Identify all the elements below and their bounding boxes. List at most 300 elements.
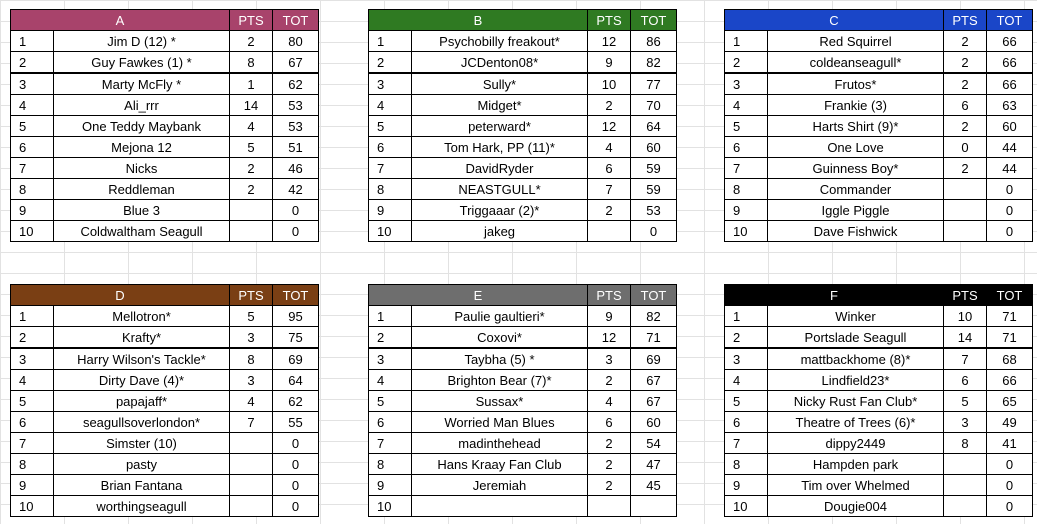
total-cell[interactable]: 53 xyxy=(273,116,319,137)
points-cell[interactable]: 2 xyxy=(944,31,987,52)
player-name-cell[interactable]: Midget* xyxy=(412,95,588,116)
position-cell[interactable]: 10 xyxy=(725,496,768,517)
position-cell[interactable]: 6 xyxy=(11,137,54,158)
total-cell[interactable]: 63 xyxy=(987,95,1033,116)
points-cell[interactable]: 2 xyxy=(944,116,987,137)
total-cell[interactable]: 66 xyxy=(987,31,1033,52)
points-cell[interactable]: 2 xyxy=(588,475,631,496)
player-name-cell[interactable]: Harts Shirt (9)* xyxy=(768,116,944,137)
tot-header[interactable]: TOT xyxy=(987,285,1033,306)
player-name-cell[interactable]: Guinness Boy* xyxy=(768,158,944,179)
position-cell[interactable]: 4 xyxy=(725,370,768,391)
total-cell[interactable]: 65 xyxy=(987,391,1033,412)
group-name-header[interactable]: B xyxy=(369,10,588,31)
total-cell[interactable]: 0 xyxy=(273,454,319,475)
tot-header[interactable]: TOT xyxy=(987,10,1033,31)
position-cell[interactable]: 4 xyxy=(369,95,412,116)
table-row xyxy=(725,433,1033,454)
player-name-cell[interactable]: Theatre of Trees (6)* xyxy=(768,412,944,433)
table-row xyxy=(369,221,677,242)
player-name-cell[interactable]: Dirty Dave (4)* xyxy=(54,370,230,391)
total-cell[interactable] xyxy=(631,496,677,517)
player-name-cell[interactable]: Sussax* xyxy=(412,391,588,412)
player-name-cell[interactable]: Ali_rrr xyxy=(54,95,230,116)
player-name-cell[interactable]: worthingseagull xyxy=(54,496,230,517)
position-cell[interactable]: 6 xyxy=(369,412,412,433)
points-cell[interactable]: 3 xyxy=(230,327,273,349)
points-cell[interactable]: 7 xyxy=(230,412,273,433)
total-cell[interactable]: 68 xyxy=(987,348,1033,370)
points-cell[interactable]: 6 xyxy=(588,158,631,179)
points-cell[interactable]: 2 xyxy=(944,73,987,95)
total-cell[interactable]: 80 xyxy=(273,31,319,52)
points-cell[interactable] xyxy=(230,475,273,496)
position-cell[interactable]: 10 xyxy=(11,496,54,517)
player-name-cell[interactable]: Hans Kraay Fan Club xyxy=(412,454,588,475)
points-cell[interactable]: 14 xyxy=(230,95,273,116)
points-cell[interactable]: 9 xyxy=(588,306,631,327)
position-cell[interactable]: 3 xyxy=(725,348,768,370)
points-cell[interactable] xyxy=(944,454,987,475)
player-name-cell[interactable]: Hampden park xyxy=(768,454,944,475)
group-name-header[interactable]: E xyxy=(369,285,588,306)
position-cell[interactable]: 8 xyxy=(725,179,768,200)
player-name-cell[interactable]: One Love xyxy=(768,137,944,158)
position-cell[interactable]: 1 xyxy=(725,31,768,52)
total-cell[interactable]: 70 xyxy=(631,95,677,116)
total-cell[interactable]: 64 xyxy=(631,116,677,137)
total-cell[interactable]: 71 xyxy=(631,327,677,349)
points-cell[interactable]: 2 xyxy=(588,433,631,454)
position-cell[interactable]: 3 xyxy=(11,348,54,370)
points-cell[interactable]: 2 xyxy=(944,158,987,179)
player-name-cell[interactable]: Marty McFly * xyxy=(54,73,230,95)
total-cell[interactable]: 59 xyxy=(631,158,677,179)
total-cell[interactable]: 0 xyxy=(987,496,1033,517)
player-name-cell[interactable]: Commander xyxy=(768,179,944,200)
player-name-cell[interactable]: Tim over Whelmed xyxy=(768,475,944,496)
position-cell[interactable]: 2 xyxy=(369,327,412,349)
total-cell[interactable]: 67 xyxy=(273,52,319,74)
total-cell[interactable]: 0 xyxy=(273,221,319,242)
table-row xyxy=(369,73,677,95)
total-cell[interactable]: 0 xyxy=(987,179,1033,200)
pts-header[interactable]: PTS xyxy=(230,285,273,306)
position-cell[interactable]: 9 xyxy=(11,475,54,496)
position-cell[interactable]: 3 xyxy=(725,73,768,95)
tot-header[interactable]: TOT xyxy=(273,10,319,31)
table-row xyxy=(369,433,677,454)
points-cell[interactable]: 3 xyxy=(230,370,273,391)
points-cell[interactable]: 6 xyxy=(944,95,987,116)
position-cell[interactable]: 5 xyxy=(369,391,412,412)
table-row xyxy=(725,475,1033,496)
group-header-row xyxy=(725,10,1033,31)
points-cell[interactable]: 6 xyxy=(944,370,987,391)
pts-header[interactable]: PTS xyxy=(944,285,987,306)
group-table-c xyxy=(724,9,1033,242)
group-header-row xyxy=(369,10,677,31)
player-name-cell[interactable]: NEASTGULL* xyxy=(412,179,588,200)
points-cell[interactable] xyxy=(230,454,273,475)
total-cell[interactable]: 59 xyxy=(631,179,677,200)
total-cell[interactable]: 0 xyxy=(987,475,1033,496)
table-row xyxy=(369,391,677,412)
points-cell[interactable] xyxy=(944,496,987,517)
table-row xyxy=(11,179,319,200)
position-cell[interactable]: 10 xyxy=(11,221,54,242)
total-cell[interactable]: 46 xyxy=(273,158,319,179)
pts-header[interactable]: PTS xyxy=(588,285,631,306)
total-cell[interactable]: 71 xyxy=(987,306,1033,327)
table-row xyxy=(11,475,319,496)
position-cell[interactable]: 10 xyxy=(369,221,412,242)
total-cell[interactable]: 45 xyxy=(631,475,677,496)
table-row xyxy=(11,412,319,433)
points-cell[interactable]: 2 xyxy=(588,454,631,475)
player-name-cell[interactable]: Harry Wilson's Tackle* xyxy=(54,348,230,370)
position-cell[interactable]: 4 xyxy=(369,370,412,391)
player-name-cell[interactable]: madinthehead xyxy=(412,433,588,454)
total-cell[interactable]: 60 xyxy=(631,412,677,433)
points-cell[interactable]: 8 xyxy=(944,433,987,454)
points-cell[interactable]: 4 xyxy=(230,116,273,137)
player-name-cell[interactable]: Coldwaltham Seagull xyxy=(54,221,230,242)
player-name-cell[interactable]: Dougie004 xyxy=(768,496,944,517)
player-name-cell[interactable]: Guy Fawkes (1) * xyxy=(54,52,230,74)
position-cell[interactable]: 9 xyxy=(369,200,412,221)
position-cell[interactable]: 8 xyxy=(369,179,412,200)
points-cell[interactable]: 4 xyxy=(230,391,273,412)
group-name-header[interactable]: D xyxy=(11,285,230,306)
position-cell[interactable]: 6 xyxy=(725,137,768,158)
points-cell[interactable]: 7 xyxy=(588,179,631,200)
points-cell[interactable]: 12 xyxy=(588,31,631,52)
player-name-cell[interactable]: Simster (10) xyxy=(54,433,230,454)
position-cell[interactable]: 3 xyxy=(11,73,54,95)
table-row xyxy=(369,52,677,74)
points-cell[interactable]: 4 xyxy=(588,137,631,158)
total-cell[interactable]: 75 xyxy=(273,327,319,349)
player-name-cell[interactable]: Iggle Piggle xyxy=(768,200,944,221)
table-row xyxy=(369,200,677,221)
table-row xyxy=(11,73,319,95)
table-row xyxy=(11,306,319,327)
total-cell[interactable]: 67 xyxy=(631,391,677,412)
player-name-cell[interactable]: mattbackhome (8)* xyxy=(768,348,944,370)
total-cell[interactable]: 67 xyxy=(631,370,677,391)
position-cell[interactable]: 2 xyxy=(369,52,412,74)
player-name-cell[interactable]: Taybha (5) * xyxy=(412,348,588,370)
table-row xyxy=(725,370,1033,391)
points-cell[interactable]: 5 xyxy=(230,137,273,158)
position-cell[interactable]: 3 xyxy=(369,348,412,370)
total-cell[interactable]: 60 xyxy=(987,116,1033,137)
position-cell[interactable]: 1 xyxy=(369,306,412,327)
total-cell[interactable]: 53 xyxy=(273,95,319,116)
total-cell[interactable]: 0 xyxy=(987,454,1033,475)
position-cell[interactable]: 9 xyxy=(725,475,768,496)
position-cell[interactable]: 2 xyxy=(725,327,768,349)
total-cell[interactable]: 69 xyxy=(631,348,677,370)
points-cell[interactable]: 10 xyxy=(588,73,631,95)
points-cell[interactable]: 4 xyxy=(588,391,631,412)
points-cell[interactable]: 5 xyxy=(944,391,987,412)
group-name-header[interactable]: C xyxy=(725,10,944,31)
points-cell[interactable]: 2 xyxy=(944,52,987,74)
points-cell[interactable] xyxy=(944,200,987,221)
table-row xyxy=(11,496,319,517)
player-name-cell[interactable]: Frankie (3) xyxy=(768,95,944,116)
points-cell[interactable]: 5 xyxy=(230,306,273,327)
position-cell[interactable]: 8 xyxy=(11,454,54,475)
table-row xyxy=(11,158,319,179)
position-cell[interactable]: 9 xyxy=(369,475,412,496)
player-name-cell[interactable]: Brighton Bear (7)* xyxy=(412,370,588,391)
player-name-cell[interactable]: Reddleman xyxy=(54,179,230,200)
player-name-cell[interactable]: Mejona 12 xyxy=(54,137,230,158)
total-cell[interactable]: 62 xyxy=(273,73,319,95)
tot-header[interactable]: TOT xyxy=(631,10,677,31)
points-cell[interactable]: 1 xyxy=(230,73,273,95)
total-cell[interactable]: 55 xyxy=(273,412,319,433)
position-cell[interactable]: 5 xyxy=(725,116,768,137)
position-cell[interactable]: 10 xyxy=(725,221,768,242)
player-name-cell[interactable]: Frutos* xyxy=(768,73,944,95)
group-name-header[interactable]: F xyxy=(725,285,944,306)
player-name-cell[interactable]: Worried Man Blues xyxy=(412,412,588,433)
player-name-cell[interactable]: peterward* xyxy=(412,116,588,137)
points-cell[interactable]: 2 xyxy=(588,200,631,221)
points-cell[interactable] xyxy=(588,221,631,242)
position-cell[interactable]: 3 xyxy=(369,73,412,95)
position-cell[interactable]: 5 xyxy=(11,391,54,412)
player-name-cell[interactable]: Triggaaar (2)* xyxy=(412,200,588,221)
player-name-cell[interactable]: Mellotron* xyxy=(54,306,230,327)
total-cell[interactable]: 0 xyxy=(273,496,319,517)
points-cell[interactable] xyxy=(944,221,987,242)
points-cell[interactable]: 14 xyxy=(944,327,987,349)
points-cell[interactable]: 2 xyxy=(230,31,273,52)
table-row xyxy=(11,116,319,137)
player-name-cell[interactable]: jakeg xyxy=(412,221,588,242)
points-cell[interactable]: 3 xyxy=(944,412,987,433)
player-name-cell[interactable]: pasty xyxy=(54,454,230,475)
table-row xyxy=(369,95,677,116)
total-cell[interactable]: 0 xyxy=(273,475,319,496)
table-row xyxy=(11,370,319,391)
position-cell[interactable]: 6 xyxy=(11,412,54,433)
points-cell[interactable] xyxy=(230,433,273,454)
player-name-cell[interactable]: Nicks xyxy=(54,158,230,179)
pts-header[interactable]: PTS xyxy=(944,10,987,31)
points-cell[interactable] xyxy=(944,475,987,496)
player-name-cell[interactable]: dippy2449 xyxy=(768,433,944,454)
table-row xyxy=(369,179,677,200)
total-cell[interactable]: 0 xyxy=(987,221,1033,242)
points-cell[interactable]: 2 xyxy=(230,179,273,200)
points-cell[interactable]: 12 xyxy=(588,327,631,349)
table-row xyxy=(725,179,1033,200)
player-name-cell[interactable]: Red Squirrel xyxy=(768,31,944,52)
pts-header[interactable]: PTS xyxy=(230,10,273,31)
total-cell[interactable]: 0 xyxy=(987,200,1033,221)
position-cell[interactable]: 1 xyxy=(369,31,412,52)
player-name-cell[interactable]: Paulie gaultieri* xyxy=(412,306,588,327)
position-cell[interactable]: 10 xyxy=(369,496,412,517)
player-name-cell[interactable]: Krafty* xyxy=(54,327,230,349)
total-cell[interactable]: 82 xyxy=(631,306,677,327)
points-cell[interactable]: 10 xyxy=(944,306,987,327)
total-cell[interactable]: 51 xyxy=(273,137,319,158)
total-cell[interactable]: 0 xyxy=(273,433,319,454)
position-cell[interactable]: 7 xyxy=(11,158,54,179)
position-cell[interactable]: 1 xyxy=(725,306,768,327)
position-cell[interactable]: 4 xyxy=(725,95,768,116)
position-cell[interactable]: 6 xyxy=(725,412,768,433)
tot-header[interactable]: TOT xyxy=(631,285,677,306)
total-cell[interactable]: 95 xyxy=(273,306,319,327)
total-cell[interactable]: 44 xyxy=(987,158,1033,179)
player-name-cell[interactable]: papajaff* xyxy=(54,391,230,412)
player-name-cell[interactable]: Winker xyxy=(768,306,944,327)
position-cell[interactable]: 5 xyxy=(11,116,54,137)
position-cell[interactable]: 1 xyxy=(11,31,54,52)
group-table-d xyxy=(10,284,319,517)
points-cell[interactable]: 7 xyxy=(944,348,987,370)
position-cell[interactable]: 7 xyxy=(11,433,54,454)
points-cell[interactable]: 0 xyxy=(944,137,987,158)
total-cell[interactable]: 66 xyxy=(987,52,1033,74)
position-cell[interactable]: 5 xyxy=(369,116,412,137)
points-cell[interactable]: 3 xyxy=(588,348,631,370)
table-row xyxy=(725,116,1033,137)
points-cell[interactable] xyxy=(230,221,273,242)
group-table-f xyxy=(724,284,1033,517)
points-cell[interactable] xyxy=(944,179,987,200)
group-name-header[interactable]: A xyxy=(11,10,230,31)
pts-header[interactable]: PTS xyxy=(588,10,631,31)
table-row xyxy=(725,52,1033,74)
points-cell[interactable]: 9 xyxy=(588,52,631,74)
position-cell[interactable]: 4 xyxy=(11,370,54,391)
total-cell[interactable]: 47 xyxy=(631,454,677,475)
table-row xyxy=(11,221,319,242)
tot-header[interactable]: TOT xyxy=(273,285,319,306)
table-row xyxy=(725,158,1033,179)
total-cell[interactable]: 86 xyxy=(631,31,677,52)
total-cell[interactable]: 53 xyxy=(631,200,677,221)
total-cell[interactable]: 66 xyxy=(987,73,1033,95)
position-cell[interactable]: 7 xyxy=(725,158,768,179)
total-cell[interactable]: 64 xyxy=(273,370,319,391)
player-name-cell[interactable]: Lindfield23* xyxy=(768,370,944,391)
position-cell[interactable]: 4 xyxy=(11,95,54,116)
points-cell[interactable]: 12 xyxy=(588,116,631,137)
group-header-row xyxy=(11,10,319,31)
player-name-cell[interactable]: Blue 3 xyxy=(54,200,230,221)
position-cell[interactable]: 2 xyxy=(725,52,768,74)
total-cell[interactable]: 49 xyxy=(987,412,1033,433)
points-cell[interactable] xyxy=(230,496,273,517)
table-row xyxy=(369,370,677,391)
player-name-cell[interactable]: JCDenton08* xyxy=(412,52,588,74)
player-name-cell[interactable]: Jim D (12) * xyxy=(54,31,230,52)
player-name-cell[interactable]: Sully* xyxy=(412,73,588,95)
player-name-cell[interactable]: Dave Fishwick xyxy=(768,221,944,242)
position-cell[interactable]: 1 xyxy=(11,306,54,327)
position-cell[interactable]: 8 xyxy=(369,454,412,475)
table-row xyxy=(725,327,1033,349)
player-name-cell[interactable]: Psychobilly freakout* xyxy=(412,31,588,52)
player-name-cell[interactable]: One Teddy Maybank xyxy=(54,116,230,137)
group-table-a xyxy=(10,9,319,242)
points-cell[interactable] xyxy=(230,200,273,221)
player-name-cell[interactable]: coldeanseagull* xyxy=(768,52,944,74)
player-name-cell[interactable] xyxy=(412,496,588,517)
table-row xyxy=(11,137,319,158)
position-cell[interactable]: 7 xyxy=(725,433,768,454)
total-cell[interactable]: 60 xyxy=(631,137,677,158)
player-name-cell[interactable]: seagullsoverlondon* xyxy=(54,412,230,433)
total-cell[interactable]: 0 xyxy=(273,200,319,221)
points-cell[interactable]: 6 xyxy=(588,412,631,433)
total-cell[interactable]: 62 xyxy=(273,391,319,412)
table-row xyxy=(369,31,677,52)
player-name-cell[interactable]: Jeremiah xyxy=(412,475,588,496)
position-cell[interactable]: 5 xyxy=(725,391,768,412)
position-cell[interactable]: 2 xyxy=(11,327,54,349)
total-cell[interactable]: 71 xyxy=(987,327,1033,349)
total-cell[interactable]: 66 xyxy=(987,370,1033,391)
total-cell[interactable]: 42 xyxy=(273,179,319,200)
table-row xyxy=(369,327,677,349)
position-cell[interactable]: 6 xyxy=(369,137,412,158)
total-cell[interactable]: 77 xyxy=(631,73,677,95)
position-cell[interactable]: 9 xyxy=(725,200,768,221)
points-cell[interactable]: 2 xyxy=(230,158,273,179)
total-cell[interactable]: 0 xyxy=(631,221,677,242)
table-row xyxy=(369,306,677,327)
player-name-cell[interactable]: Nicky Rust Fan Club* xyxy=(768,391,944,412)
position-cell[interactable]: 9 xyxy=(11,200,54,221)
player-name-cell[interactable]: Coxovi* xyxy=(412,327,588,349)
total-cell[interactable]: 54 xyxy=(631,433,677,454)
points-cell[interactable]: 8 xyxy=(230,52,273,74)
position-cell[interactable]: 8 xyxy=(725,454,768,475)
total-cell[interactable]: 69 xyxy=(273,348,319,370)
player-name-cell[interactable]: Portslade Seagull xyxy=(768,327,944,349)
table-row xyxy=(725,348,1033,370)
table-row xyxy=(725,391,1033,412)
points-cell[interactable]: 8 xyxy=(230,348,273,370)
position-cell[interactable]: 7 xyxy=(369,158,412,179)
points-cell[interactable]: 2 xyxy=(588,370,631,391)
player-name-cell[interactable]: Brian Fantana xyxy=(54,475,230,496)
points-cell[interactable]: 2 xyxy=(588,95,631,116)
table-row xyxy=(725,221,1033,242)
total-cell[interactable]: 82 xyxy=(631,52,677,74)
position-cell[interactable]: 7 xyxy=(369,433,412,454)
position-cell[interactable]: 8 xyxy=(11,179,54,200)
player-name-cell[interactable]: Tom Hark, PP (11)* xyxy=(412,137,588,158)
total-cell[interactable]: 44 xyxy=(987,137,1033,158)
position-cell[interactable]: 2 xyxy=(11,52,54,74)
points-cell[interactable] xyxy=(588,496,631,517)
player-name-cell[interactable]: DavidRyder xyxy=(412,158,588,179)
table-row xyxy=(725,496,1033,517)
total-cell[interactable]: 41 xyxy=(987,433,1033,454)
